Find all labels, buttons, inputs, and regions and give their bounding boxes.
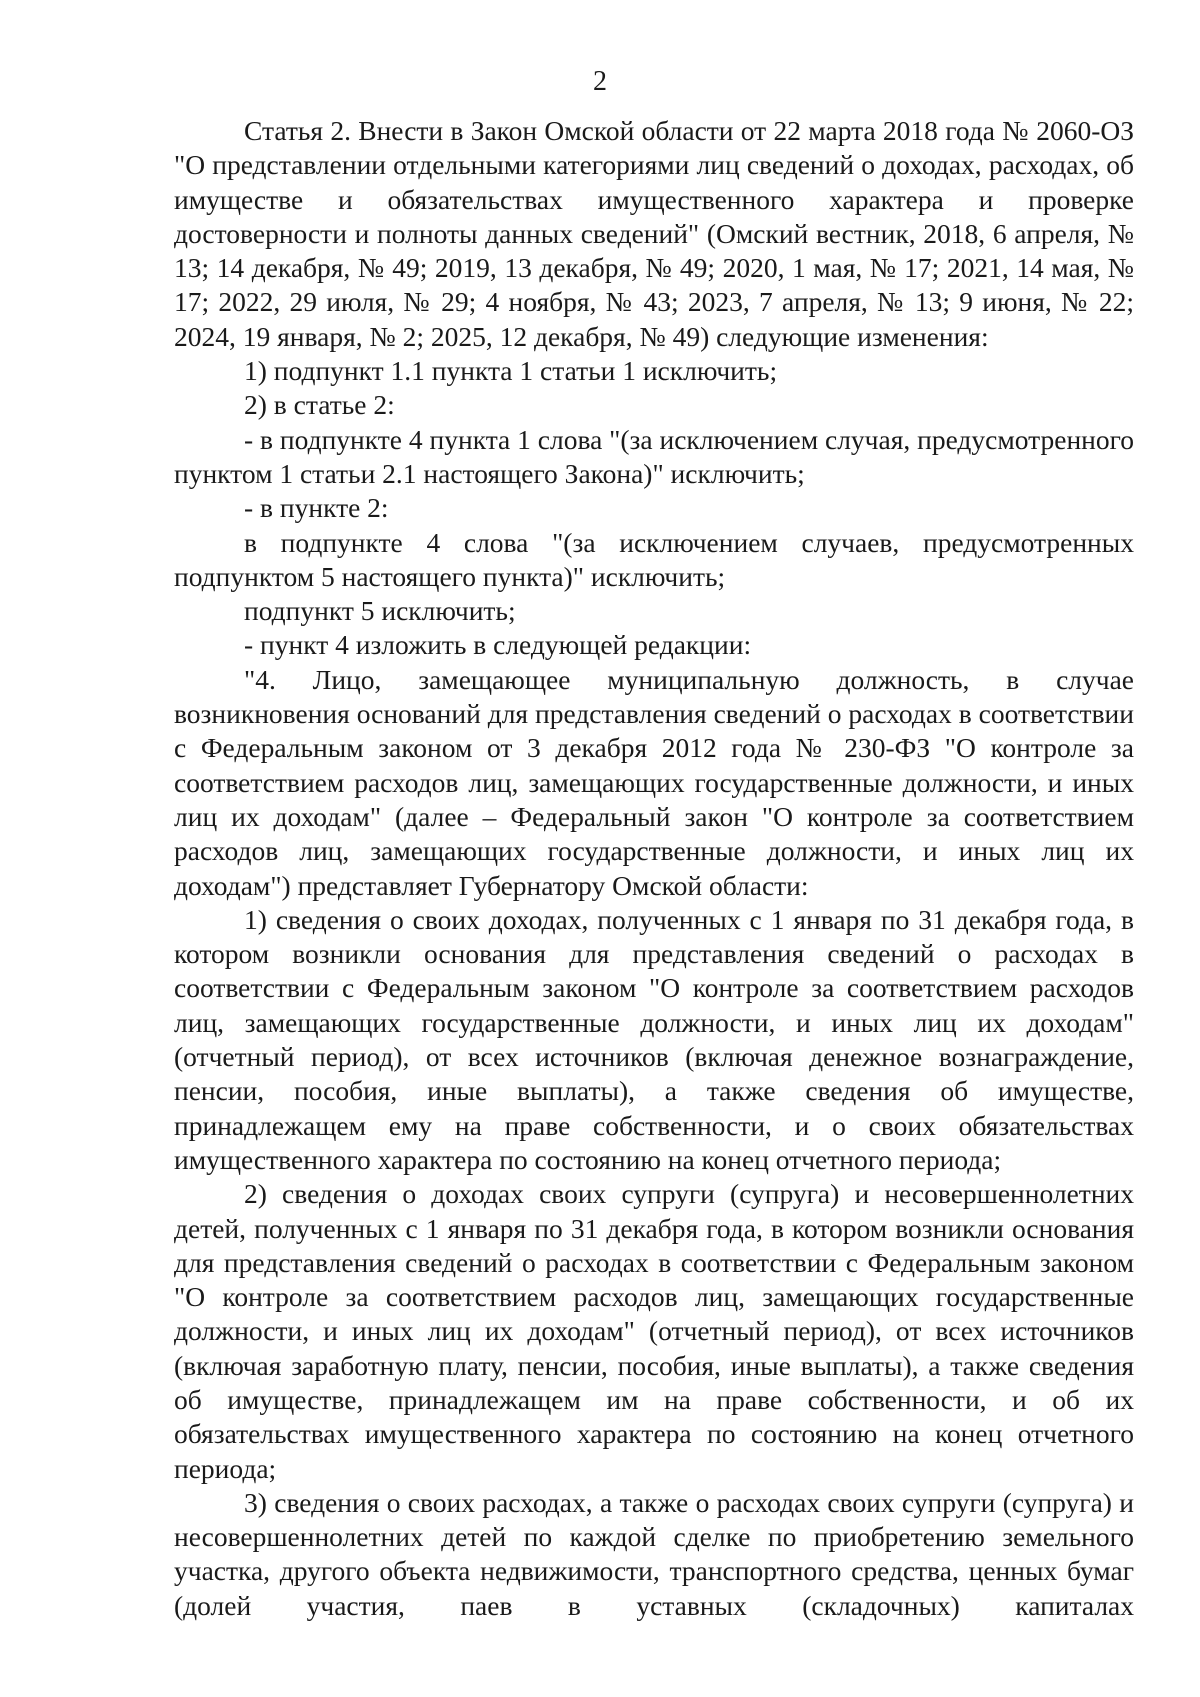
amendment-point-2-subpoint-5: подпункт 5 исключить; bbox=[244, 595, 516, 627]
new-point-4-intro: "4. Лицо, замещающее муниципальную должность, в случае возникновения оснований для представления сведений о расходах в соответствии с Федеральным законом от 3 декабря 2012 года № 230-ФЗ "О контроле за соответствием расходов лиц, замещающих государственные должности, и иных лиц их доходам" (далее – Федеральный закон "О контроле за соответствием расходов лиц, замещающих государственные должности, и иных лиц их доходам") представляет Губернатору Омской области: bbox=[174, 663, 1134, 901]
amendment-subitem-point-2: - в пункте 2: bbox=[244, 492, 389, 524]
amendment-subitem-point-1: - в подпункте 4 пункта 1 слова "(за исключением случая, предусмотренного пунктом 1 статьи 2.1 настоящего Закона)" исключить; bbox=[174, 423, 1134, 489]
new-point-4-subpoint-3: 3) сведения о своих расходах, а также о расходах своих супруги (супруга) и несовершеннолетних детей по каждой сделке по приобретению земельного участка, другого объекта недвижимости, транспортного средства, ценных бумаг (долей участия, паев в уставных (складочных) капиталах bbox=[174, 1486, 1134, 1621]
document-body bbox=[174, 114, 1134, 1623]
amendment-subitem-point-4: - пункт 4 изложить в следующей редакции: bbox=[244, 629, 752, 661]
new-point-4-subpoint-2: 2) сведения о доходах своих супруги (супруга) и несовершеннолетних детей, полученных с 1 января по 31 декабря года, в котором возникли основания для представления сведений о расходах в соответствии с Федеральным законом "О контроле за соответствием расходов лиц, замещающих государственные должности, и иных лиц их доходам" (отчетный период), от всех источников (включая заработную плату, пенсии, пособия, иные выплаты), а также сведения об имуществе, принадлежащем им на праве собственности, и об их обязательствах имущественного характера по состоянию на конец отчетного периода; bbox=[174, 1178, 1134, 1484]
amendment-point-2-subpoint-4: в подпункте 4 слова "(за исключением случаев, предусмотренных подпунктом 5 настоящего пункта)" исключить; bbox=[174, 526, 1134, 592]
new-point-4-subpoint-1: 1) сведения о своих доходах, полученных с 1 января по 31 декабря года, в котором возникли основания для представления сведений о расходах в соответствии с Федеральным законом "О контроле за соответствием расходов лиц, замещающих государственные должности, и иных лиц их доходам" (отчетный период), от всех источников (включая денежное вознаграждение, пенсии, пособия, иные выплаты), а также сведения об имуществе, принадлежащем ему на праве собственности, и о своих обязательствах имущественного характера по состоянию на конец отчетного периода; bbox=[174, 903, 1134, 1175]
article-2-intro-paragraph: Статья 2. Внести в Закон Омской области от 22 марта 2018 года № 2060-ОЗ "О представлении отдельными категориями лиц сведений о доходах, расходах, об имуществе и обязательствах имущественного характера и проверке достоверности и полноты данных сведений" (Омский вестник, 2018, 6 апреля, № 13; 14 декабря, № 49; 2019, 13 декабря, № 49; 2020, 1 мая, № 17; 2021, 14 мая, № 17; 2022, 29 июля, № 29; 4 ноября, № 43; 2023, 7 апреля, № 13; 9 июня, № 22; 2024, 19 января, № 2; 2025, 12 декабря, № 49) следующие изменения: bbox=[174, 115, 1134, 352]
amendment-item-2: 2) в статье 2: bbox=[244, 389, 395, 421]
amendment-item-1: 1) подпункт 1.1 пункта 1 статьи 1 исключить; bbox=[244, 355, 778, 387]
page-number: 2 bbox=[593, 66, 607, 97]
